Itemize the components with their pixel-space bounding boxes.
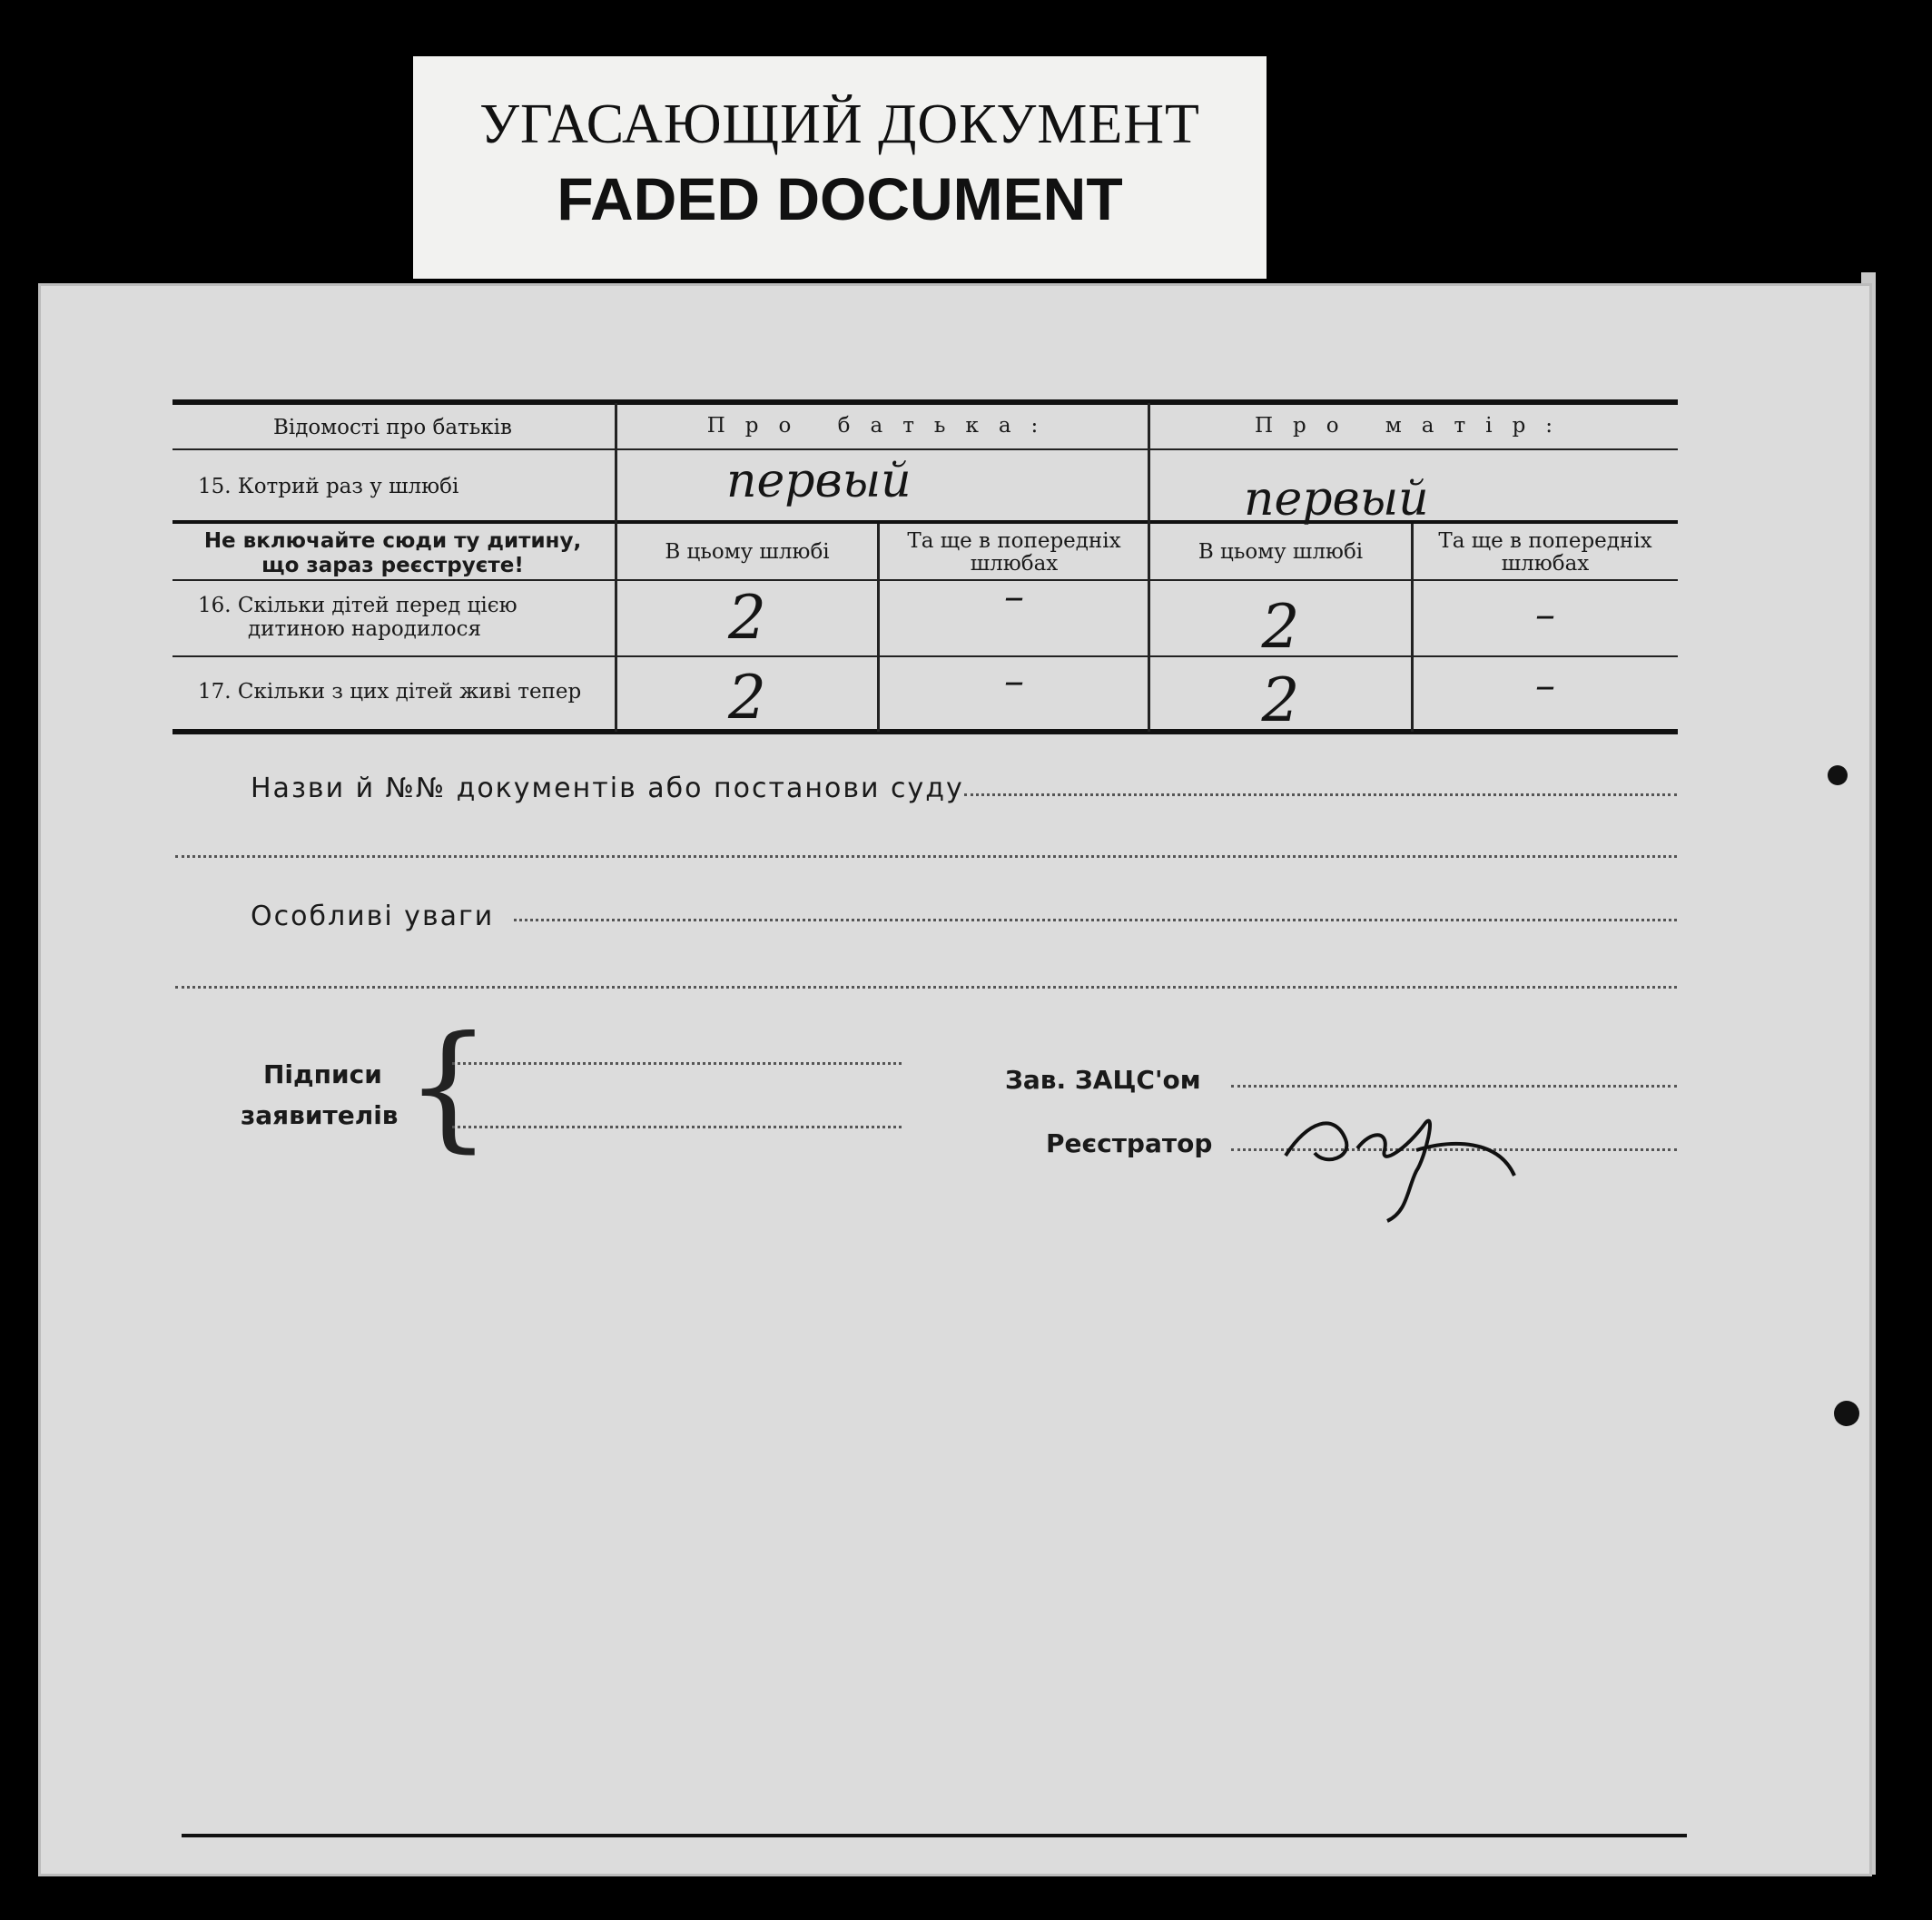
table-bottom-rule bbox=[172, 729, 1678, 734]
table-rule bbox=[172, 655, 1678, 657]
documents-dotted-line bbox=[175, 855, 1677, 858]
registrar-handwritten-signature bbox=[1271, 1085, 1534, 1239]
row15-father-value: первый bbox=[726, 454, 912, 508]
documents-dotted-line bbox=[964, 793, 1677, 796]
col-father-prev-marriages-line1: Та ще в попередніх bbox=[907, 529, 1121, 553]
applicant-signature-line bbox=[452, 1062, 902, 1065]
col-father-this-marriage: В цьому шлюбі bbox=[665, 540, 830, 564]
row15-mother-value: первый bbox=[1244, 472, 1429, 527]
page-bottom-rule bbox=[182, 1834, 1687, 1837]
row17-mother-this-marriage: 2 bbox=[1261, 665, 1300, 735]
col-mother-this-marriage: В цьому шлюбі bbox=[1198, 540, 1364, 564]
note-exclude-child-line2: що зараз реєструєте! bbox=[261, 554, 524, 577]
binding-hole bbox=[1834, 1401, 1859, 1426]
applicants-signatures-label-line2: заявителів bbox=[241, 1100, 399, 1130]
row17-father-this-marriage: 2 bbox=[728, 663, 766, 733]
col-father-prev-marriages-line2: шлюбах bbox=[970, 552, 1059, 576]
row16-label-line1: 16. Скільки дітей перед цією bbox=[198, 594, 518, 617]
remarks-dotted-line bbox=[175, 986, 1677, 989]
remarks-label: Особливі уваги bbox=[251, 901, 495, 932]
table-top-rule bbox=[172, 399, 1678, 405]
head-of-registry-label: Зав. ЗАЦС'ом bbox=[1005, 1065, 1201, 1095]
row15-label: 15. Котрий раз у шлюбі bbox=[198, 475, 459, 498]
header-about-father: Про батька: bbox=[706, 414, 1059, 438]
applicants-signatures-label-line1: Підписи bbox=[263, 1059, 382, 1089]
row17-label: 17. Скільки з цих дітей живі тепер bbox=[198, 680, 582, 704]
col-mother-prev-marriages-line2: шлюбах bbox=[1501, 552, 1590, 576]
faded-document-label bbox=[413, 56, 1267, 279]
applicant-signature-line bbox=[452, 1126, 902, 1128]
row17-father-prev-marriages: – bbox=[1004, 658, 1024, 704]
row17-mother-prev-marriages: – bbox=[1535, 663, 1555, 709]
registrar-label: Реєстратор bbox=[1046, 1128, 1213, 1158]
faded-label-english: FADED DOCUMENT bbox=[557, 165, 1123, 232]
applicants-brace: { bbox=[405, 1008, 492, 1166]
remarks-dotted-line bbox=[514, 919, 1677, 921]
row16-mother-this-marriage: 2 bbox=[1261, 592, 1300, 662]
documents-label: Назви й №№ документів або постанови суду bbox=[251, 773, 964, 804]
row16-label-line2: дитиною народилося bbox=[248, 617, 482, 641]
row16-father-this-marriage: 2 bbox=[728, 583, 766, 653]
faded-label-russian: УГАСАЮЩИЙ ДОКУМЕНТ bbox=[479, 94, 1200, 155]
row16-mother-prev-marriages: – bbox=[1535, 592, 1555, 638]
col-mother-prev-marriages-line1: Та ще в попередніх bbox=[1438, 529, 1652, 553]
header-about-mother: Про матір: bbox=[1254, 414, 1573, 438]
note-exclude-child-line1: Не включайте сюди ту дитину, bbox=[203, 529, 582, 553]
header-parents-info: Відомості про батьків bbox=[273, 416, 512, 439]
row16-father-prev-marriages: – bbox=[1004, 574, 1024, 620]
table-rule bbox=[172, 448, 1678, 450]
table-rule bbox=[172, 520, 1678, 524]
binding-hole bbox=[1828, 765, 1848, 785]
